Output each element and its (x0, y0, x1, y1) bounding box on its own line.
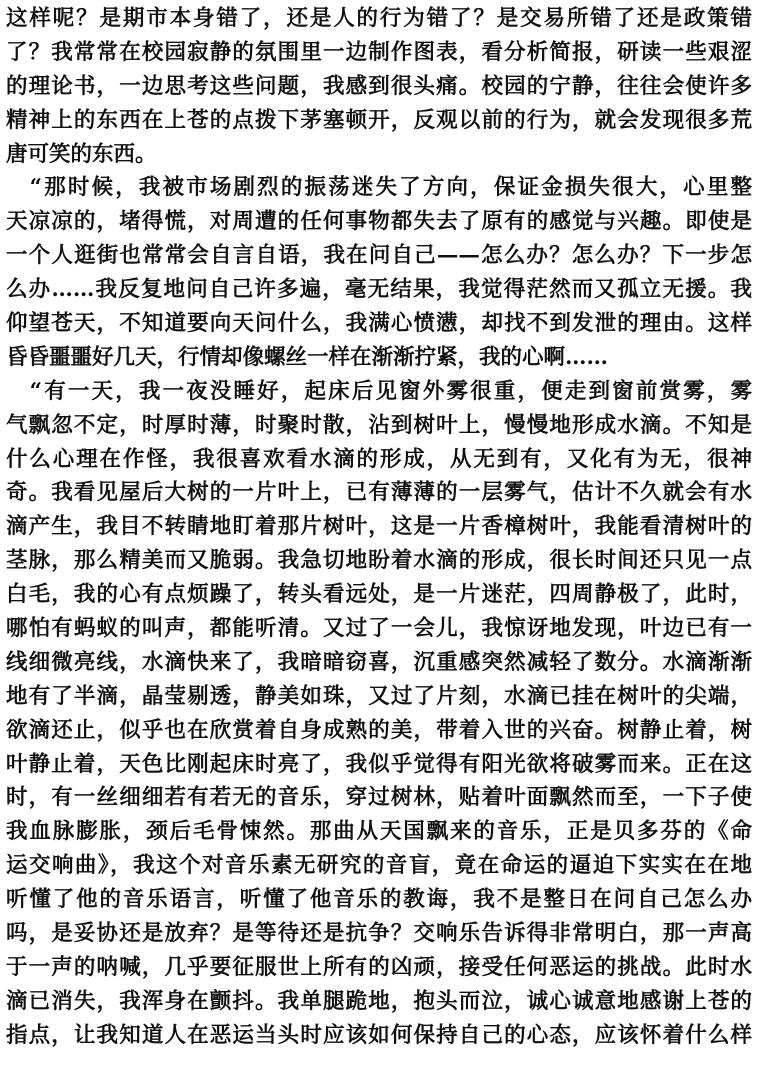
text-line: 滴已消失，我浑身在颤抖。我单腿跪地，抱头而泣，诚心诚意地感谢上苍的 (6, 988, 752, 1014)
text-line: 线细微亮线，水滴快来了，我暗暗窃喜，沉重感突然减轻了数分。水滴渐渐 (6, 649, 752, 675)
text-line: 的理论书，一边思考这些问题，我感到很头痛。校园的宁静，往往会使许多 (6, 73, 752, 99)
text-line: 时，有一丝细细若有若无的音乐，穿过树林，贴着叶面飘然而至，一下子使 (6, 785, 752, 811)
text-line: 唐可笑的东西。 (6, 141, 157, 167)
text-line: 茎脉，那么精美而又脆弱。我急切地盼着水滴的形成，很长时间还只见一点 (6, 548, 752, 574)
text-line: 一个人逛街也常常会自言自语，我在问自己——怎么办？怎么办？下一步怎 (6, 243, 752, 269)
text-line: 天凉凉的，堵得慌，对周遭的任何事物都失去了原有的感觉与兴趣。即使是 (6, 209, 752, 235)
text-line: 听懂了他的音乐语言，听懂了他音乐的教诲，我不是整日在问自己怎么办 (6, 887, 752, 913)
text-line: 叶静止着，天色比刚起床时亮了，我似乎觉得有阳光欲将破雾而来。正在这 (6, 751, 752, 777)
text-line: 于一声的呐喊，几乎要征服世上所有的凶顽，接受任何恶运的挑战。此时水 (6, 954, 752, 980)
text-line: 吗，是妥协还是放弃？是等待还是抗争？交响乐告诉得非常明白，那一声高 (6, 921, 752, 947)
text-line: 指点，让我知道人在恶运当头时应该如何保持自己的心态，应该怀着什么样 (6, 1022, 752, 1048)
text-line: 地有了半滴，晶莹剔透，静美如珠，又过了片刻，水滴已挂在树叶的尖端， (6, 683, 752, 709)
text-line: 什么心理在作怪，我很喜欢看水滴的形成，从无到有，又化有为无，很神 (6, 446, 752, 472)
text-line: 仰望苍天，不知道要向天问什么，我满心愤懑，却找不到发泄的理由。这样 (6, 311, 752, 337)
text-line: 运交响曲》，我这个对音乐素无研究的音盲，竟在命运的逼迫下实实在在地 (6, 853, 752, 879)
text-line: 气飘忽不定，时厚时薄，时聚时散，沾到树叶上，慢慢地形成水滴。不知是 (6, 412, 752, 438)
text-line: 了？我常常在校园寂静的氛围里一边制作图表，看分析简报，研读一些艰涩 (6, 39, 752, 65)
text-line: “有一天，我一夜没睡好，起床后见窗外雾很重，便走到窗前赏雾，雾 (6, 378, 752, 404)
text-line: 白毛，我的心有点烦躁了，转头看远处，是一片迷茫，四周静极了，此时， (6, 582, 752, 608)
text-line: 昏昏噩噩好几天，行情却像螺丝一样在渐渐拧紧，我的心啊…… (6, 344, 609, 370)
text-line: 精神上的东西在上苍的点拨下茅塞顿开，反观以前的行为，就会发现很多荒 (6, 107, 752, 133)
text-line: 这样呢？是期市本身错了，还是人的行为错了？是交易所错了还是政策错 (6, 6, 752, 31)
text-line: “那时候，我被市场剧烈的振荡迷失了方向，保证金损失很大，心里整 (6, 175, 752, 201)
text-line: 我血脉膨胀，颈后毛骨悚然。那曲从天国飘来的音乐，正是贝多芬的《命 (6, 819, 752, 845)
text-line: 滴产生，我目不转睛地盯着那片树叶，这是一片香樟树叶，我能看清树叶的 (6, 514, 752, 540)
text-line: 欲滴还止，似乎也在欣赏着自身成熟的美，带着入世的兴奋。树静止着，树 (6, 717, 752, 743)
body-text (6, 2, 752, 1053)
text-line: 奇。我看见屋后大树的一片叶上，已有薄薄的一层雾气，估计不久就会有水 (6, 480, 752, 506)
text-line: 哪怕有蚂蚁的叫声，都能听清。又过了一会儿，我惊讶地发现，叶边已有一 (6, 616, 752, 642)
text-line: 么办……我反复地问自己许多遍，毫无结果，我觉得茫然而又孤立无援。我 (6, 277, 752, 303)
